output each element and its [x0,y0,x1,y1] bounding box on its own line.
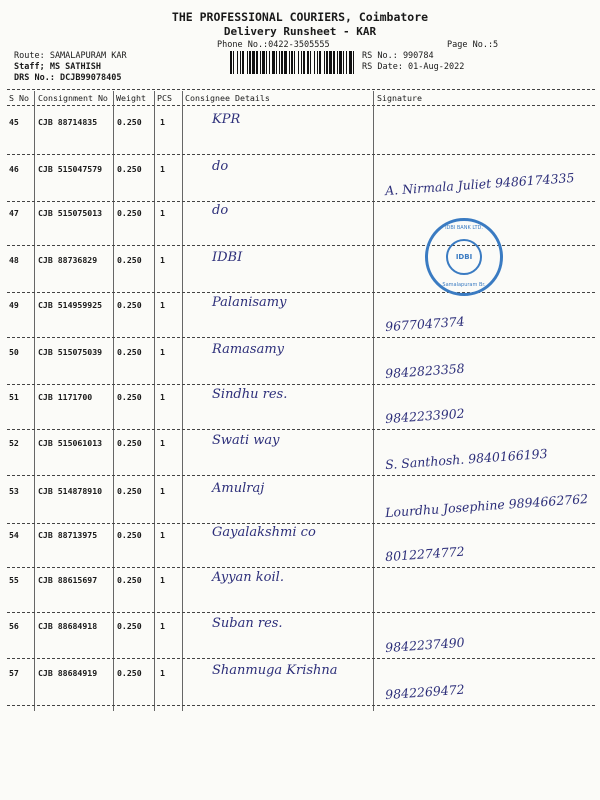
consignee-handwriting: Ayyan koil. [212,570,284,585]
row-sno: 51 [9,392,19,402]
row-divider [7,523,595,524]
signature-handwriting: Lourdhu Josephine 9894662762 [384,490,589,521]
consignee-handwriting: Amulraj [212,481,265,496]
consignee-handwriting: Palanisamy [212,295,287,310]
consignee-handwriting: do [212,159,229,174]
row-sno: 53 [9,486,19,496]
consignee-handwriting: Swati way [212,433,280,448]
row-divider [7,612,595,613]
col-divider [373,91,374,711]
drs-number: DRS No.: DCJB99078405 [14,73,122,83]
row-pcs: 1 [160,347,165,357]
row-divider [7,475,595,476]
row-weight: 0.250 [117,392,142,402]
runsheet-title: THE PROFESSIONAL COURIERS, Coimbatore [171,10,429,24]
row-divider [7,658,595,659]
signature-handwriting: 9842237490 [384,634,466,656]
row-pcs: 1 [160,668,165,678]
row-weight: 0.250 [117,621,142,631]
row-divider [7,429,595,430]
row-sno: 48 [9,255,19,265]
row-weight: 0.250 [117,164,142,174]
row-sno: 54 [9,530,19,540]
rs-number: RS No.: 990784 [362,51,434,61]
signature-handwriting: S. Santhosh. 9840166193 [384,445,549,473]
idbi-logo-icon: IDBI [446,239,482,275]
row-sno: 56 [9,621,19,631]
col-consignee: Consignee Details [185,93,270,103]
signature-handwriting: 9842269472 [384,681,466,703]
row-weight: 0.250 [117,575,142,585]
runsheet-subtitle: Delivery Runsheet - KAR [223,25,377,38]
row-pcs: 1 [160,575,165,585]
row-consignment-no: CJB 88684918 [38,621,98,631]
row-weight: 0.250 [117,117,142,127]
col-pcs: PCS [157,93,172,103]
signature-handwriting [385,122,590,136]
signature-handwriting: A. Nirmala Juliet 9486174335 [384,169,575,199]
row-pcs: 1 [160,438,165,448]
row-sno: 47 [9,208,19,218]
row-weight: 0.250 [117,255,142,265]
row-sno: 45 [9,117,19,127]
consignee-handwriting: IDBI [212,250,243,265]
col-divider [34,91,35,711]
row-consignment-no: CJB 514878910 [38,486,103,496]
row-weight: 0.250 [117,486,142,496]
header-top-rule [7,89,595,90]
row-divider [7,201,595,202]
row-divider [7,292,595,293]
row-divider [7,384,595,385]
row-consignment-no: CJB 88615697 [38,575,98,585]
row-consignment-no: CJB 88713975 [38,530,98,540]
stamp-bank-name: IDBI BANK LTD. [445,225,483,231]
consignee-handwriting: Shanmuga Krishna [212,663,338,678]
row-pcs: 1 [160,255,165,265]
stamp-branch: Samalapuram Br. [442,282,486,288]
row-weight: 0.250 [117,300,142,310]
row-sno: 49 [9,300,19,310]
row-pcs: 1 [160,530,165,540]
col-divider [182,91,183,711]
row-divider [7,337,595,338]
row-consignment-no: CJB 88684919 [38,668,98,678]
col-divider [154,91,155,711]
staff-label: Staff; MS SATHISH [14,62,101,72]
row-divider [7,705,595,706]
row-sno: 52 [9,438,19,448]
phone-number: Phone No.:0422-3505555 [217,40,330,50]
row-consignment-no: CJB 1171700 [38,392,93,402]
signature-handwriting [385,580,590,594]
row-sno: 50 [9,347,19,357]
row-consignment-no: CJB 515075013 [38,208,103,218]
row-pcs: 1 [160,300,165,310]
row-consignment-no: CJB 515075039 [38,347,103,357]
row-sno: 46 [9,164,19,174]
row-consignment-no: CJB 88714835 [38,117,98,127]
row-consignment-no: CJB 88736829 [38,255,98,265]
signature-handwriting: 9842823358 [384,360,466,382]
row-weight: 0.250 [117,438,142,448]
row-pcs: 1 [160,117,165,127]
row-divider [7,154,595,155]
row-pcs: 1 [160,164,165,174]
consignee-handwriting: Gayalakshmi co [212,525,316,540]
row-divider [7,567,595,568]
row-weight: 0.250 [117,668,142,678]
row-consignment-no: CJB 515061013 [38,438,103,448]
consignee-handwriting: Sindhu res. [212,387,288,402]
col-sno: S No [9,93,29,103]
col-weight: Weight [116,93,146,103]
consignee-handwriting: Suban res. [212,616,283,631]
row-sno: 55 [9,575,19,585]
row-pcs: 1 [160,486,165,496]
route-label: Route: SAMALAPURAM KAR [14,51,127,61]
row-weight: 0.250 [117,208,142,218]
consignee-handwriting: KPR [212,112,241,127]
col-signature: Signature [377,93,422,103]
consignee-handwriting: do [212,203,229,218]
consignee-handwriting: Ramasamy [212,342,285,357]
row-sno: 57 [9,668,19,678]
col-divider [113,91,114,711]
header-bottom-rule [7,105,595,106]
row-pcs: 1 [160,392,165,402]
row-weight: 0.250 [117,530,142,540]
row-weight: 0.250 [117,347,142,357]
bank-stamp [425,218,503,296]
row-pcs: 1 [160,208,165,218]
signature-handwriting: 9677047374 [384,313,466,335]
page-number: Page No.:5 [447,40,499,50]
row-consignment-no: CJB 515047579 [38,164,103,174]
signature-handwriting: 9842233902 [384,405,466,427]
rs-date: RS Date: 01-Aug-2022 [362,62,465,72]
row-divider [7,245,595,246]
row-pcs: 1 [160,621,165,631]
row-consignment-no: CJB 514959925 [38,300,103,310]
barcode [230,51,355,74]
col-consignment: Consignment No [38,93,108,103]
signature-handwriting: 8012274772 [384,543,466,565]
